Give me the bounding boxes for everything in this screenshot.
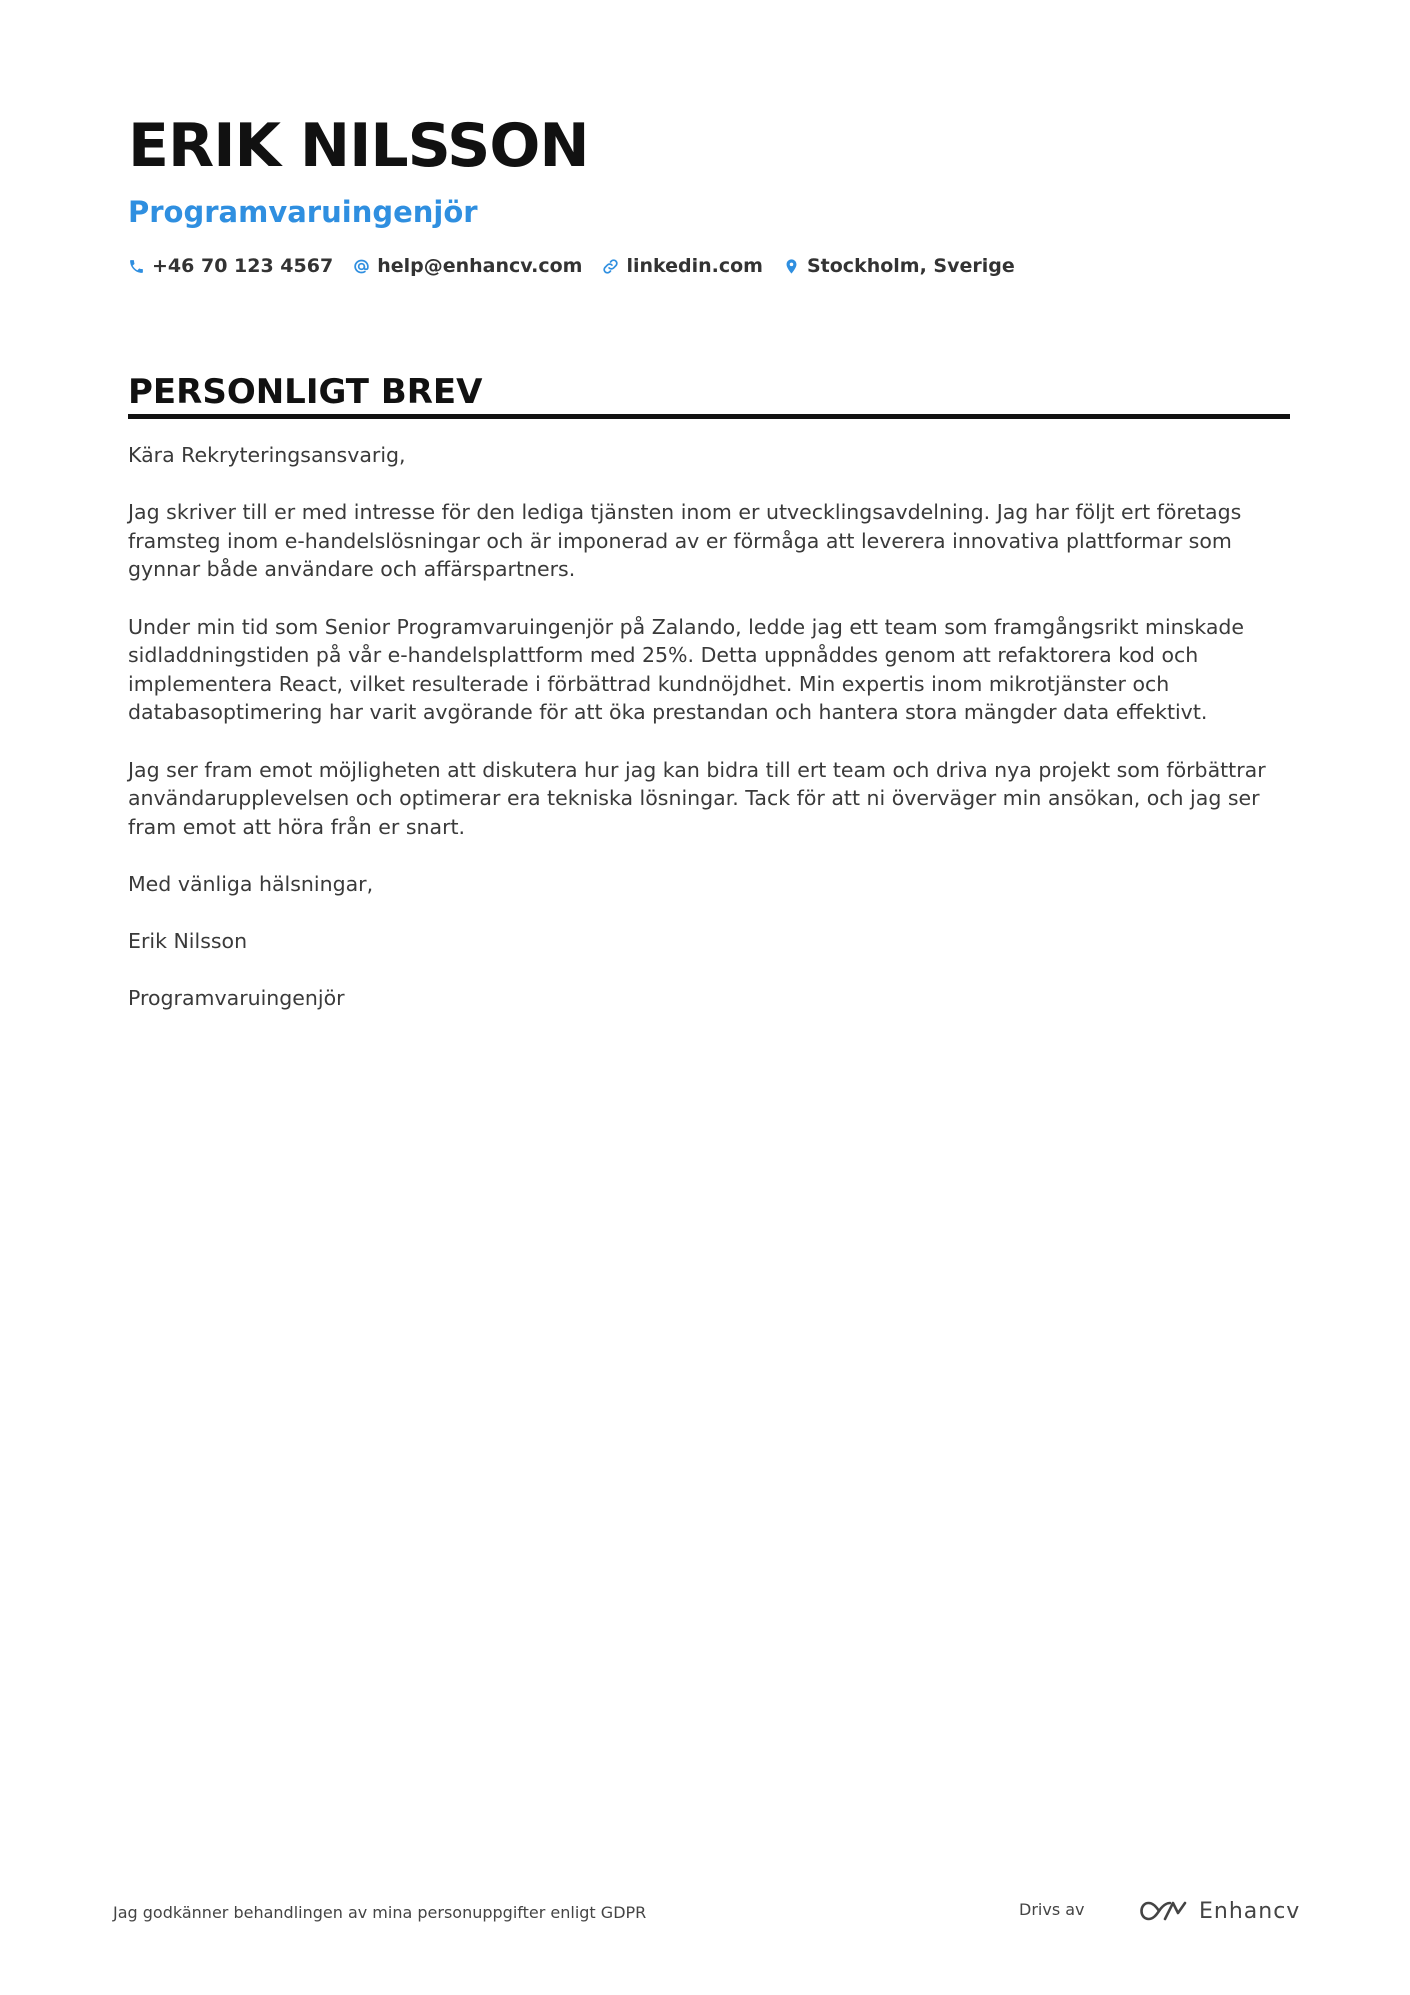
signature-title: Programvaruingenjör [128,986,345,1011]
contact-linkedin-text: linkedin.com [626,255,763,277]
powered-by-label: Drivs av [1019,1900,1085,1919]
letter-closing: Med vänliga hälsningar, [128,871,374,896]
gdpr-consent-text: Jag godkänner behandlingen av mina personuppgifter enligt GDPR [113,1903,647,1922]
link-icon [602,258,619,275]
section-title: PERSONLIGT BREV [128,372,1290,419]
contact-email-text: help@enhancv.com [377,255,583,277]
location-pin-icon [783,258,800,275]
phone-icon [128,258,145,275]
candidate-job-title: Programvaruingenjör [128,195,478,229]
contact-phone [128,252,333,280]
letter-paragraph: Jag skriver till er med intresse för den lediga tjänsten inom er utvecklingsavdelning. Jag har följt ert företags framsteg inom e-handelslösningar och är imponerad av er förmåga att leverera innovativa plattformar som gynnar både användare och affärspartners. [128,500,1242,582]
contact-bar [128,252,1290,280]
signature-name: Erik Nilsson [128,929,248,954]
cover-letter-page [128,110,1290,1041]
at-icon [353,258,370,275]
footer [113,1895,1301,1935]
letter-paragraph: Under min tid som Senior Programvaruingenjör på Zalando, ledde jag ett team som framgångsrikt minskade sidladdningstiden på vår e-handelsplattform med 25%. Detta uppnåddes genom att refaktorera kod och implementera React, vilket resulterade i förbättrad kundnöjdhet. Min expertis inom mikrotjänster och databasoptimering har varit avgörande för att öka prestandan och hantera stora mängder data effektivt. [128,614,1245,725]
contact-phone-text: +46 70 123 4567 [152,255,334,277]
enhancv-logo[interactable] [1139,1895,1300,1927]
contact-linkedin[interactable] [602,252,763,280]
contact-location [783,252,1015,280]
contact-location-text: Stockholm, Sverige [806,255,1015,277]
letter-greeting: Kära Rekryteringsansvarig, [128,443,406,467]
letter-body [128,441,1290,1013]
candidate-name: ERIK NILSSON [128,111,589,181]
enhancv-brand-name: Enhancv [1199,1898,1301,1924]
contact-email[interactable] [353,252,582,280]
letter-paragraph: Jag ser fram emot möjligheten att diskutera hur jag kan bidra till ert team och driva nya projekt som förbättrar användarupplevelsen och optimerar era tekniska lösningar. Tack för att ni överväger min ansökan, och jag ser fram emot att höra från er snart. [128,757,1266,839]
enhancv-logo-icon [1139,1898,1187,1924]
